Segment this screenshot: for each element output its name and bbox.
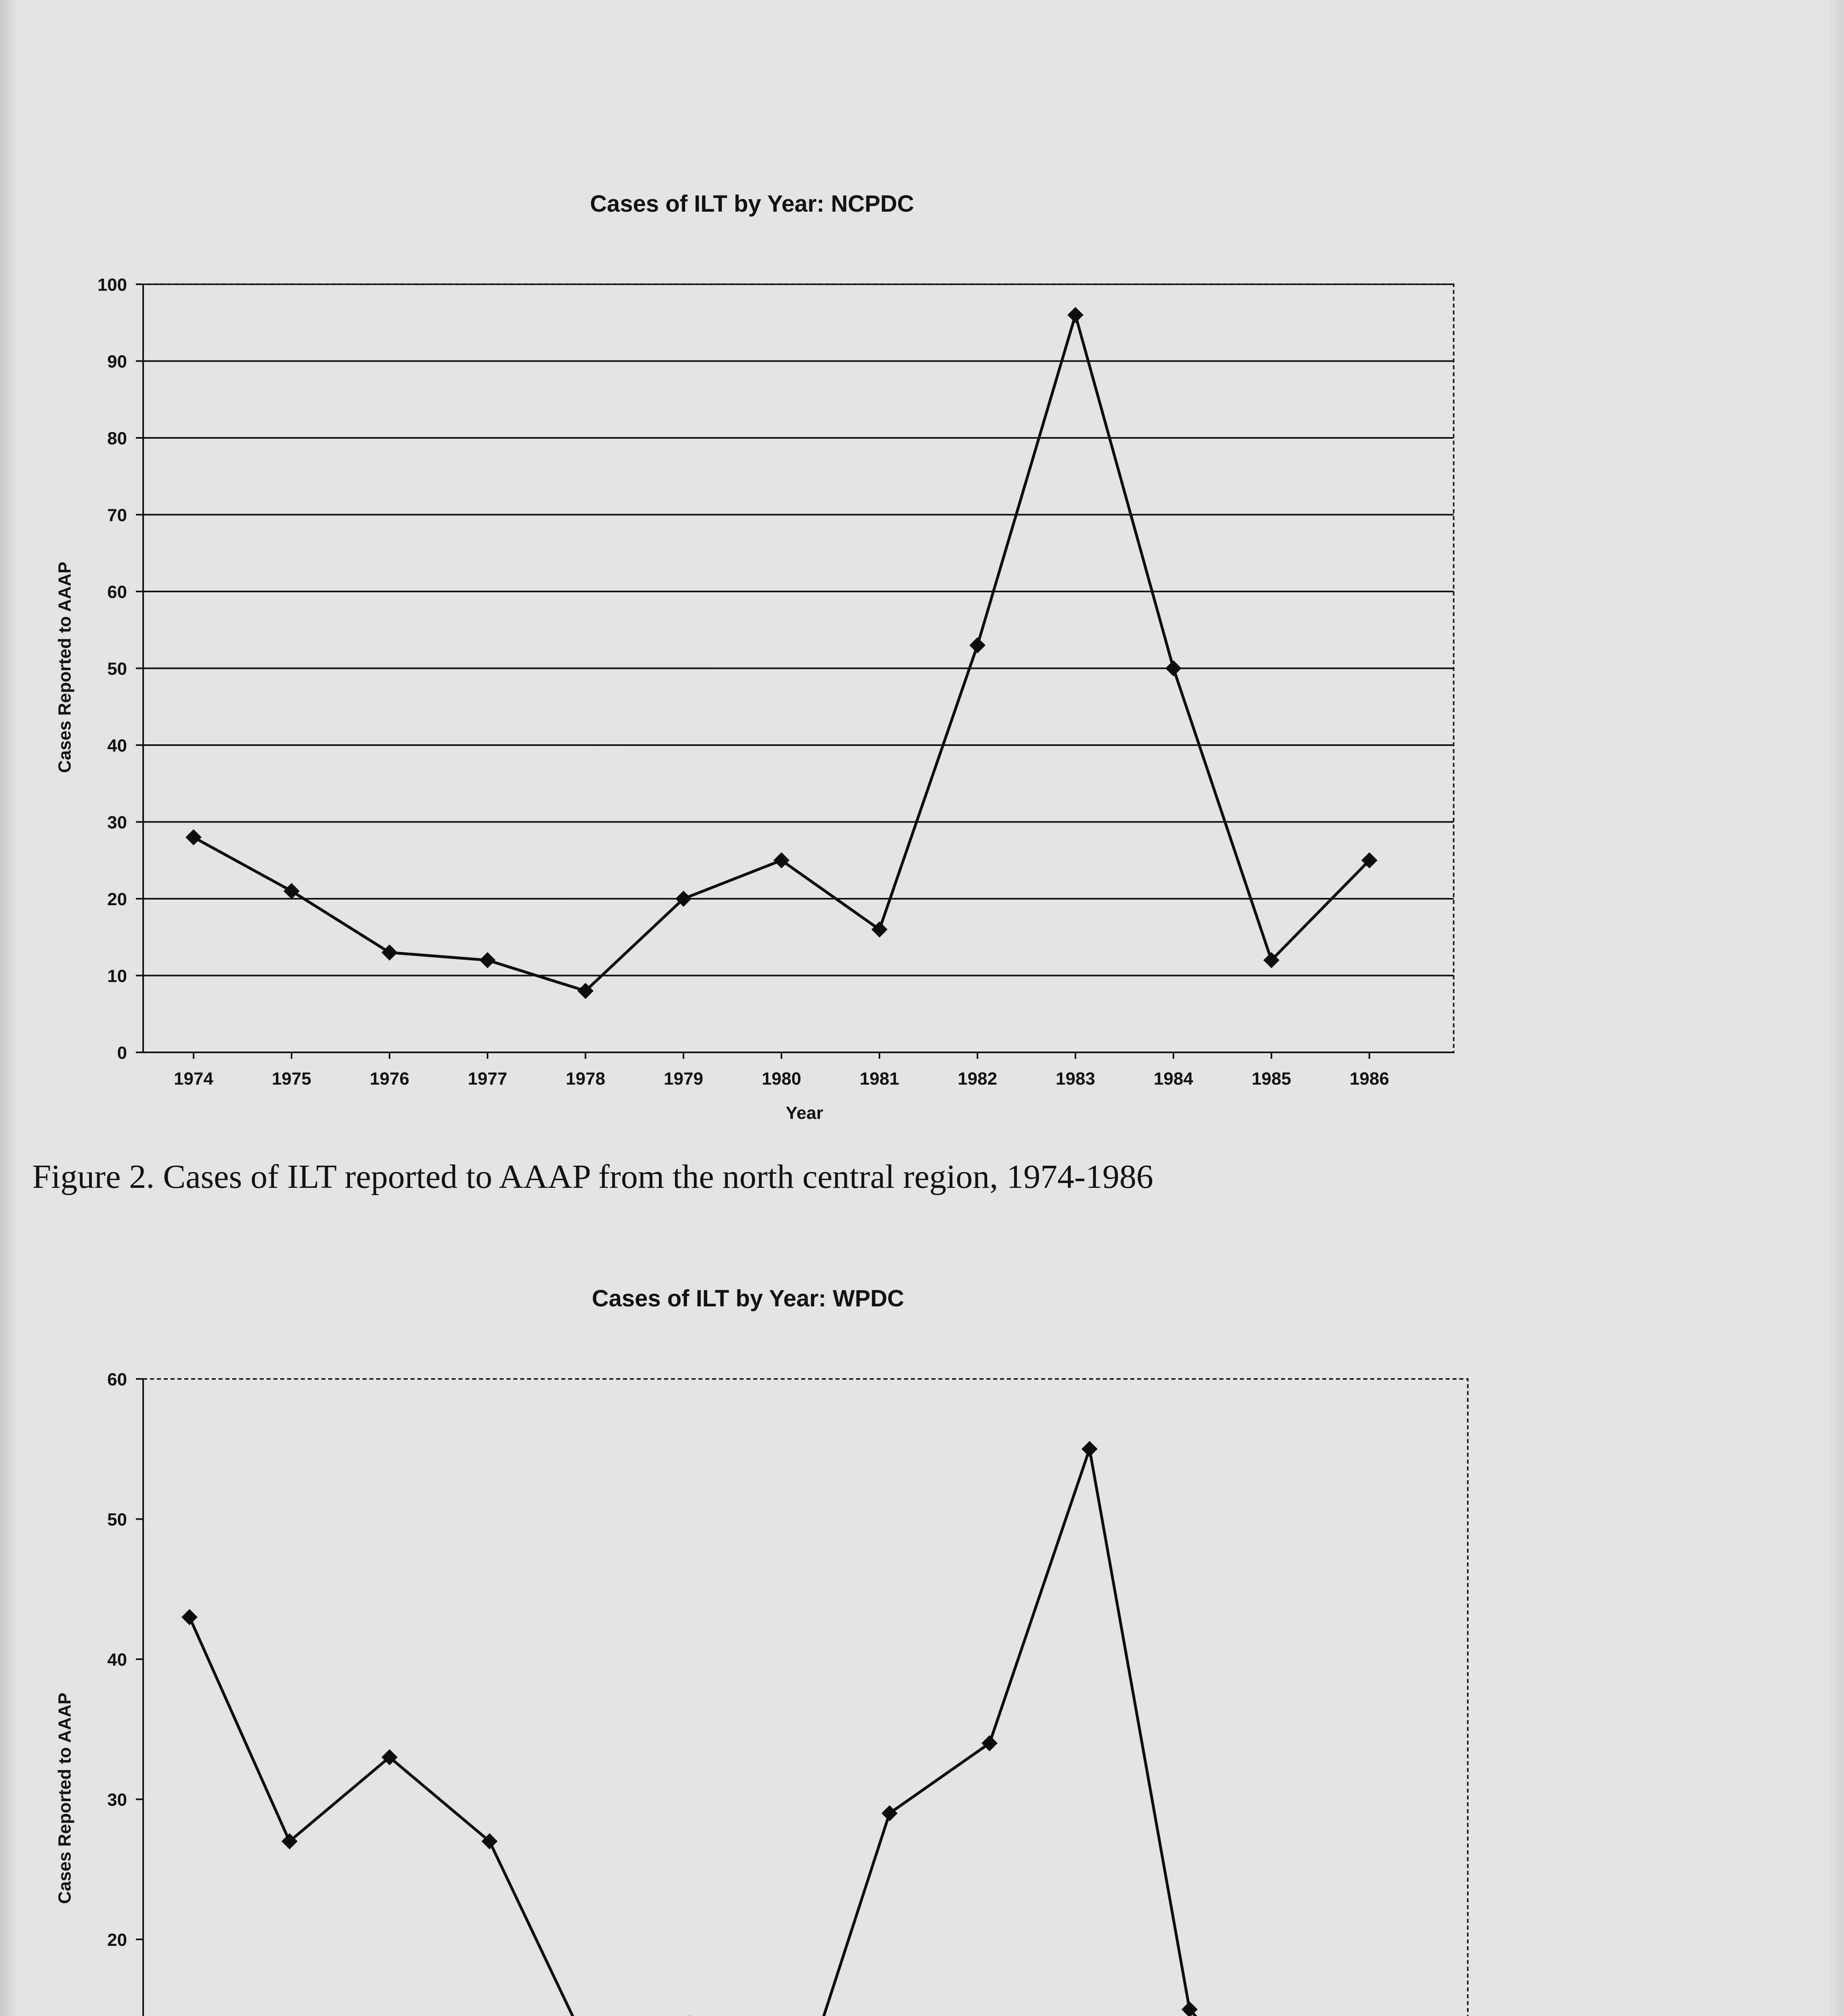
chart-title: Cases of ILT by Year: NCPDC — [590, 191, 914, 217]
x-tick-label: 1984 — [1154, 1069, 1193, 1089]
x-tick-label: 1980 — [762, 1069, 801, 1089]
y-tick-label: 0 — [117, 1043, 127, 1063]
y-tick-label: 50 — [107, 1510, 127, 1530]
y-tick-label: 40 — [107, 1650, 127, 1670]
x-tick-label: 1979 — [664, 1069, 703, 1089]
y-tick-label: 100 — [97, 275, 127, 295]
x-axis-label: Year — [786, 1103, 823, 1123]
x-tick-label: 1986 — [1350, 1069, 1389, 1089]
x-tick-label: 1976 — [370, 1069, 409, 1089]
y-tick-label: 30 — [107, 1790, 127, 1810]
chart-title: Cases of ILT by Year: WPDC — [592, 1285, 904, 1312]
x-tick-label: 1977 — [468, 1069, 507, 1089]
y-tick-label: 30 — [107, 812, 127, 833]
figure-2-caption: Figure 2. Cases of ILT reported to AAAP from the north central region, 1974-1986 — [32, 1158, 1154, 1195]
x-tick-label: 1983 — [1056, 1069, 1095, 1089]
x-tick-label: 1985 — [1252, 1069, 1291, 1089]
plot-frame — [143, 1379, 1468, 2016]
y-axis-label: Cases Reported to AAAP — [55, 561, 75, 773]
data-point — [181, 1609, 198, 1625]
y-tick-label: 90 — [107, 352, 127, 372]
y-tick-label: 60 — [107, 1370, 127, 1389]
x-tick-label: 1974 — [174, 1069, 213, 1089]
x-tick-label: 1975 — [272, 1069, 311, 1089]
y-tick-label: 20 — [107, 1930, 127, 1950]
y-tick-label: 80 — [107, 429, 127, 448]
data-point — [1081, 1441, 1098, 1457]
y-tick-label: 70 — [107, 505, 127, 525]
y-tick-label: 10 — [107, 966, 127, 986]
x-tick-label: 1981 — [860, 1069, 899, 1089]
series-line — [190, 1449, 1390, 2016]
x-tick-label: 1982 — [958, 1069, 997, 1089]
y-tick-label: 50 — [107, 659, 127, 679]
x-tick-label: 1978 — [566, 1069, 605, 1089]
y-axis-label: Cases Reported to AAAP — [55, 1692, 75, 1904]
y-tick-label: 20 — [107, 889, 127, 909]
y-tick-label: 40 — [107, 736, 127, 756]
y-tick-label: 60 — [107, 582, 127, 602]
